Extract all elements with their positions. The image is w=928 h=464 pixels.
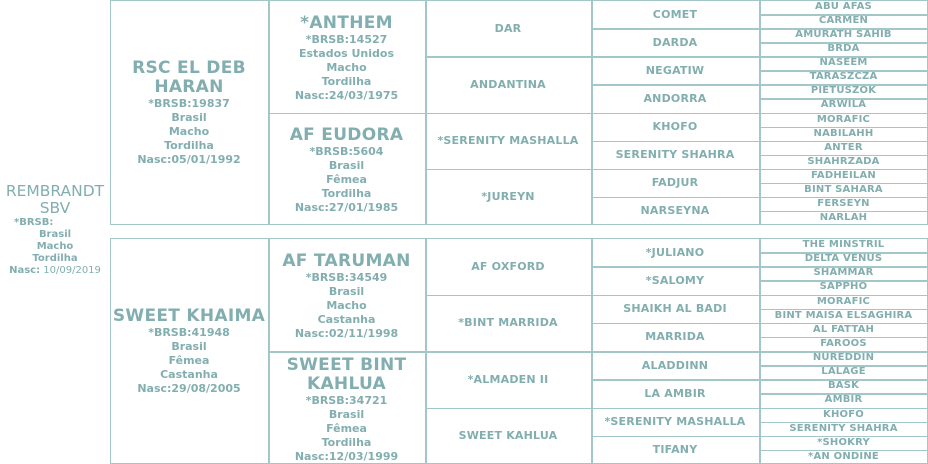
subject-country: Brasil <box>38 229 72 240</box>
parent-sex: Macho <box>168 124 210 138</box>
subject-name-line1: REMBRANDT <box>5 182 105 200</box>
gen5-ancestor: *SHOKRY <box>817 436 870 448</box>
grandparent-country: Estados Unidos <box>298 46 395 60</box>
gen5-ancestor: SERENITY SHAHRA <box>789 422 898 434</box>
subject-block <box>0 183 110 277</box>
gen5-ancestor: ANTER <box>824 141 863 153</box>
grandparent-sex: Fêmea <box>326 421 367 435</box>
gen4-ancestor: SERENITY SHAHRA <box>615 148 735 162</box>
gen5-ancestor: BINT SAHARA <box>804 183 883 195</box>
grandparent-birth: Nasc:02/11/1998 <box>294 327 399 340</box>
gen4-ancestor: MARRIDA <box>645 330 705 344</box>
gen4-ancestor: FADJUR <box>651 176 699 190</box>
subject-sex: Macho <box>36 241 74 252</box>
subject-name-line2: SBV <box>39 199 71 217</box>
gen5-ancestor: ABU AFAS <box>815 1 872 13</box>
grandparent-name: SWEET BINT <box>286 354 407 375</box>
gen4-ancestor: NEGATIW <box>645 63 705 77</box>
gen5-ancestor: BASK <box>827 380 860 392</box>
gen4-ancestor: ANDORRA <box>643 91 707 105</box>
parent-color: Castanha <box>160 367 218 381</box>
grandparent-sex: Macho <box>326 60 367 74</box>
grandparent-color: Tordilha <box>321 187 372 201</box>
gen3-ancestor: *JUREYN <box>481 190 535 204</box>
subject-color: Tordilha <box>32 253 78 264</box>
grandparent-color: Tordilha <box>321 74 372 88</box>
grandparent-name: KAHLUA <box>306 373 387 394</box>
gen4-ancestor: LA AMBIR <box>644 386 706 400</box>
gen5-ancestor: KHOFO <box>823 408 864 420</box>
grandparent-country: Brasil <box>328 407 365 421</box>
parent-cell <box>110 0 268 225</box>
gen3-ancestor: SWEET KAHLUA <box>458 429 558 443</box>
grandparent-cell <box>268 0 425 113</box>
parent-country: Brasil <box>171 339 207 353</box>
gen5-ancestor: BRDA <box>827 43 860 55</box>
gen5-ancestor: NABILAHH <box>813 127 874 139</box>
parent-birth: Nasc:05/01/1992 <box>137 152 241 166</box>
gen5-ancestor: MORAFIC <box>816 295 871 307</box>
gen5-ancestor: *AN ONDINE <box>808 450 879 462</box>
gen5-ancestor: AL FATTAH <box>812 323 875 335</box>
gen5-ancestor: FERSEYN <box>817 197 870 209</box>
grandparent-cell <box>268 113 425 226</box>
parent-birth: Nasc:29/08/2005 <box>137 381 241 395</box>
gen4-ancestor: COMET <box>652 7 698 21</box>
gen4-ancestor: *SERENITY MASHALLA <box>604 415 746 429</box>
grandparent-birth: Nasc:12/03/1999 <box>294 449 399 463</box>
subject-birth <box>0 265 110 277</box>
gen3-ancestor: AF OXFORD <box>471 259 545 273</box>
grandparent-cell <box>268 238 425 351</box>
grandparent-sex: Macho <box>326 299 367 312</box>
parent-country: Brasil <box>171 110 207 124</box>
gen4-ancestor: TIFANY <box>652 443 698 457</box>
grandparent-name: AF EUDORA <box>289 125 404 146</box>
subject-birth-date: 10/09/2019 <box>43 265 101 276</box>
grandparent-country: Brasil <box>328 285 365 298</box>
gen5-ancestor: CARMEN <box>818 15 869 27</box>
gen3-ancestor: DAR <box>494 21 522 35</box>
grandparent-name: AF TARUMAN <box>282 251 411 271</box>
grandparent-cell <box>268 351 425 464</box>
gen5-ancestor: SAPPHO <box>819 281 868 293</box>
gen4-ancestor: NARSEYNA <box>640 204 710 218</box>
gen4-ancestor: KHOFO <box>652 120 698 134</box>
gen5-ancestor: LALAGE <box>821 366 866 378</box>
parent-name: HARAN <box>154 76 224 97</box>
gen3-ancestor: *BINT MARRIDA <box>458 316 558 330</box>
gen5-ancestor: SHAHRZADA <box>807 155 880 167</box>
grandparent-color: Castanha <box>317 313 376 326</box>
grandparent-registry: *BRSB:34721 <box>305 393 388 407</box>
grandparent-color: Tordilha <box>321 435 372 449</box>
grandparent-sex: Fêmea <box>326 173 367 187</box>
grandparent-birth: Nasc:24/03/1975 <box>294 88 399 102</box>
subject-registry: *BRSB: <box>14 217 54 228</box>
grandparent-registry: *BRSB:34549 <box>305 271 388 284</box>
gen4-ancestor: ALADDINN <box>641 358 709 372</box>
gen5-ancestor: AMBIR <box>824 394 863 406</box>
parent-sex: Fêmea <box>168 353 210 367</box>
gen5-ancestor: SHAMMAR <box>813 267 874 279</box>
grandparent-country: Brasil <box>328 159 365 173</box>
gen5-ancestor: NARLAH <box>819 211 868 223</box>
gen5-ancestor: ARWILA <box>820 99 867 111</box>
gen5-ancestor: FAROOS <box>820 337 867 349</box>
parent-name: SWEET KHAIMA <box>112 305 266 326</box>
gen3-ancestor: *ALMADEN II <box>467 372 549 386</box>
gen4-ancestor: *JULIANO <box>645 245 705 259</box>
gen4-ancestor: SHAIKH AL BADI <box>623 302 727 316</box>
gen3-ancestor: *SERENITY MASHALLA <box>437 134 579 148</box>
gen5-ancestor: DELTA VENUS <box>804 253 883 265</box>
gen5-ancestor: TARASZCZA <box>809 71 878 83</box>
gen5-ancestor: NUREDDIN <box>812 352 875 364</box>
parent-cell <box>110 238 268 464</box>
grandparent-registry: *BRSB:5604 <box>309 145 384 159</box>
gen5-ancestor: THE MINSTRIL <box>802 239 885 251</box>
grandparent-birth: Nasc:27/01/1985 <box>294 201 399 215</box>
subject-birth-label: Nasc: <box>9 265 41 276</box>
parent-registry: *BRSB:19837 <box>148 96 230 110</box>
grandparent-registry: *BRSB:14527 <box>305 32 388 46</box>
gen3-ancestor: ANDANTINA <box>470 77 546 91</box>
gen4-ancestor: *SALOMY <box>645 273 705 287</box>
gen5-ancestor: PIETUSZOK <box>810 85 877 97</box>
gen5-ancestor: MORAFIC <box>816 113 871 125</box>
gen5-ancestor: BINT MAISA ELSAGHIRA <box>774 309 913 321</box>
parent-name: RSC EL DEB <box>132 57 246 78</box>
parent-color: Tordilha <box>164 138 214 152</box>
gen5-ancestor: FADHEILAN <box>811 169 876 181</box>
parent-registry: *BRSB:41948 <box>148 325 230 339</box>
gen5-ancestor: AMURATH SAHIB <box>795 29 892 41</box>
gen4-ancestor: DARDA <box>652 35 698 49</box>
gen5-ancestor: NASEEM <box>819 57 868 69</box>
grandparent-name: *ANTHEM <box>300 12 393 33</box>
